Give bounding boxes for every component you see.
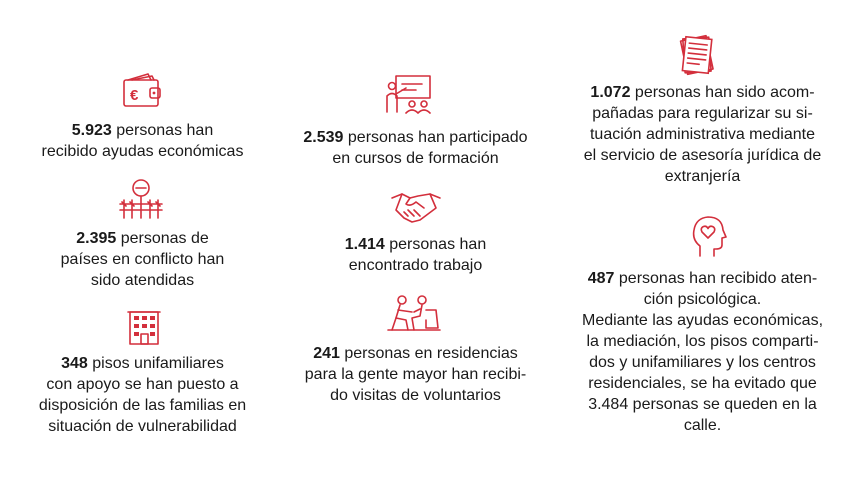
stat-conflict-countries: 2.395 personas de países en conflicto han sido atendidas xyxy=(60,230,225,289)
summary-text: Mediante las ayudas económicas, xyxy=(581,312,824,329)
head-heart-icon xyxy=(688,214,728,258)
handshake-icon xyxy=(390,188,442,226)
stat-number: 348 xyxy=(61,355,88,372)
presentation-board-icon xyxy=(384,72,434,114)
stat-number: 241 xyxy=(313,345,340,362)
stat-number: 5.923 xyxy=(71,122,112,139)
stat-number: 1.414 xyxy=(344,236,385,253)
stat-economic-aid: 5.923 personas han recibido ayudas económicas xyxy=(41,122,244,160)
svg-text:€: € xyxy=(130,87,139,104)
stat-legal-advice: 1.072 personas han sido acom- pañadas para regularizar su si- tuación administrativa mediante el servicio de asesoría jurídica de extranjería xyxy=(583,84,822,185)
stat-training: 2.539 personas han participado en cursos de formación xyxy=(303,129,528,167)
stat-number: 487 xyxy=(587,270,615,287)
stat-number: 2.395 xyxy=(76,230,117,247)
stat-number: 2.539 xyxy=(303,129,344,146)
stat-number: 1.072 xyxy=(590,84,631,101)
stat-psychological-care: 487 personas han recibido aten- ción psicológica. Mediante las ayudas económicas, la mediación, los pisos comparti- dos y unifamiliares y los centros residenciales, se ha evitado que 3.484 personas se queden en la calle. xyxy=(581,270,824,434)
volunteer-visit-icon xyxy=(386,292,442,332)
stat-employment: 1.414 personas han encontrado trabajo xyxy=(344,236,487,274)
stat-housing: 348 pisos unifamiliares con apoyo se han puesto a disposición de las familias en situación de vulnerabilidad xyxy=(38,355,247,435)
stat-elderly-visits: 241 personas en residencias para la gente mayor han recibi- do visitas de voluntarios xyxy=(304,345,527,404)
documents-stack-icon xyxy=(672,32,722,80)
wallet-euro-icon xyxy=(118,70,166,110)
building-icon xyxy=(124,306,164,346)
border-fence-sign-icon xyxy=(116,178,166,220)
